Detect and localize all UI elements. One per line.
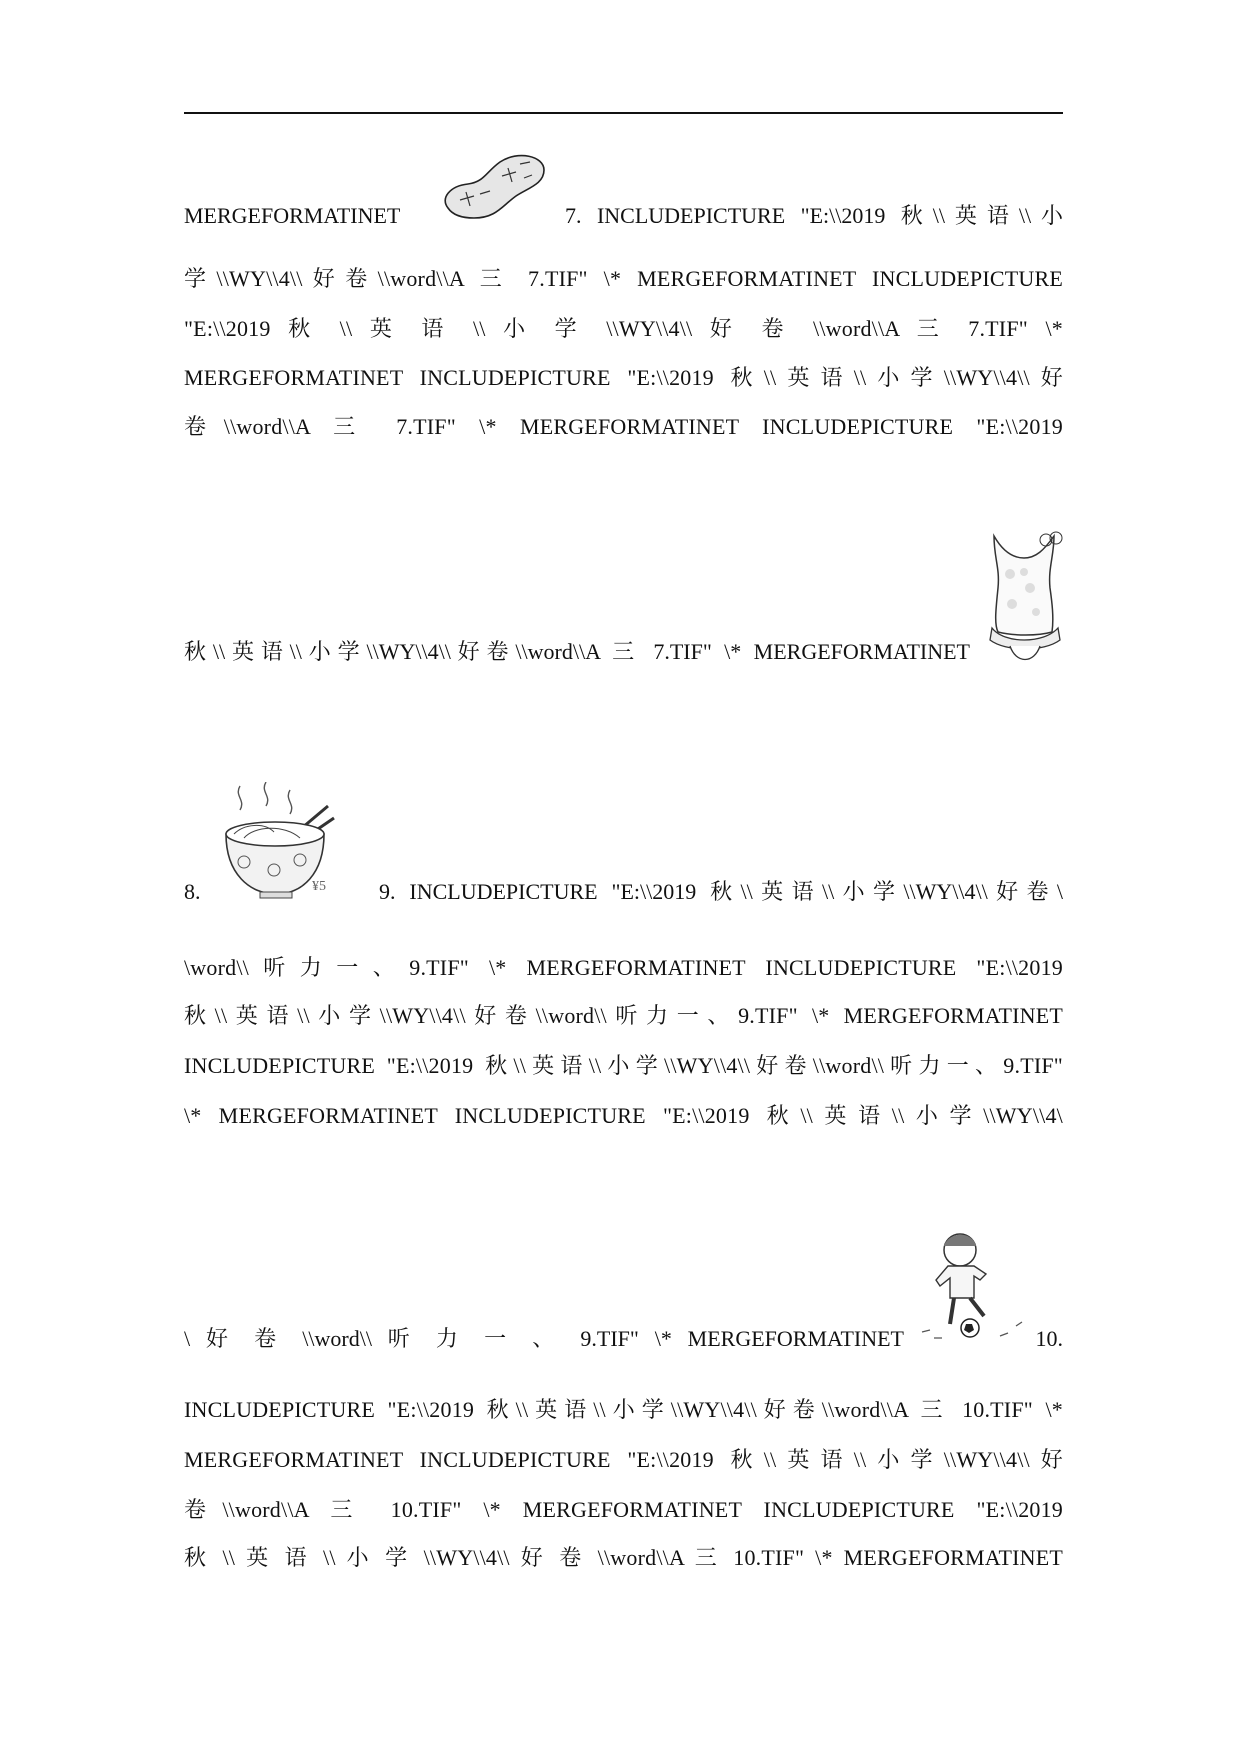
text-line: 卷\\word\\A 三 10.TIF" \* MERGEFORMATINET INCLUDEPICTURE "E:\\2019 xyxy=(184,1497,1063,1522)
text-line: \ 好 卷 \\word\\ 听 力 一 、 9.TIF" \* MERGEFORMATINET xyxy=(184,1326,904,1351)
text-line: \* MERGEFORMATINET INCLUDEPICTURE "E:\\2019 秋\\英语\\小学\\WY\\4\ xyxy=(184,1103,1063,1128)
text-line: MERGEFORMATINET xyxy=(184,203,401,228)
text-line: MERGEFORMATINET INCLUDEPICTURE "E:\\2019 秋\\英语\\小学\\WY\\4\\好 xyxy=(184,1447,1063,1472)
text-line: 学\\WY\\4\\好卷\\word\\A 三 7.TIF" \* MERGEFORMATINET INCLUDEPICTURE xyxy=(184,266,1063,291)
text-line: \word\\听力一、9.TIF" \* MERGEFORMATINET INCLUDEPICTURE "E:\\2019 xyxy=(184,955,1063,980)
text-line: INCLUDEPICTURE "E:\\2019 秋\\英语\\小学\\WY\\4\\好卷\\word\\听力一、9.TIF" xyxy=(184,1053,1063,1078)
boy-playing-football-image xyxy=(920,1228,1036,1344)
text-line: 秋\\英语\\小学\\WY\\4\\好卷\\word\\听力一、9.TIF" \* MERGEFORMATINET xyxy=(184,1003,1063,1028)
text-line: 8. xyxy=(184,879,201,904)
noodle-bowl-image xyxy=(220,782,346,904)
header-rule xyxy=(184,112,1063,114)
text-line: MERGEFORMATINET INCLUDEPICTURE "E:\\2019 秋\\英语\\小学\\WY\\4\\好 xyxy=(184,365,1063,390)
text-line: 秋 \\ 英 语 \\ 小 学 \\WY\\4\\ 好 卷 \\word\\A 三 10.TIF" \* MERGEFORMATINET xyxy=(184,1545,1063,1570)
bowl-price: ¥5 xyxy=(312,879,326,894)
text-line: 秋\\英语\\小学\\WY\\4\\好卷\\word\\A 三 7.TIF" \* MERGEFORMATINET xyxy=(184,639,970,664)
text-line: 10. xyxy=(1035,1326,1063,1351)
text-line: 卷\\word\\A 三 7.TIF" \* MERGEFORMATINET INCLUDEPICTURE "E:\\2019 xyxy=(184,414,1063,439)
text-line: 7. INCLUDEPICTURE "E:\\2019 秋\\英语\\小 xyxy=(565,203,1063,228)
text-line: "E:\\2019 秋 \\ 英 语 \\ 小 学 \\WY\\4\\ 好 卷 \\word\\A 三 7.TIF" \* xyxy=(184,316,1063,341)
text-line: 9. INCLUDEPICTURE "E:\\2019 秋\\英语\\小学\\WY\\4\\好卷\ xyxy=(379,879,1063,904)
swimsuit-image xyxy=(980,528,1068,668)
peanut-image xyxy=(440,150,550,222)
text-line: INCLUDEPICTURE "E:\\2019 秋\\英语\\小学\\WY\\4\\好卷\\word\\A 三 10.TIF" \* xyxy=(184,1397,1063,1422)
